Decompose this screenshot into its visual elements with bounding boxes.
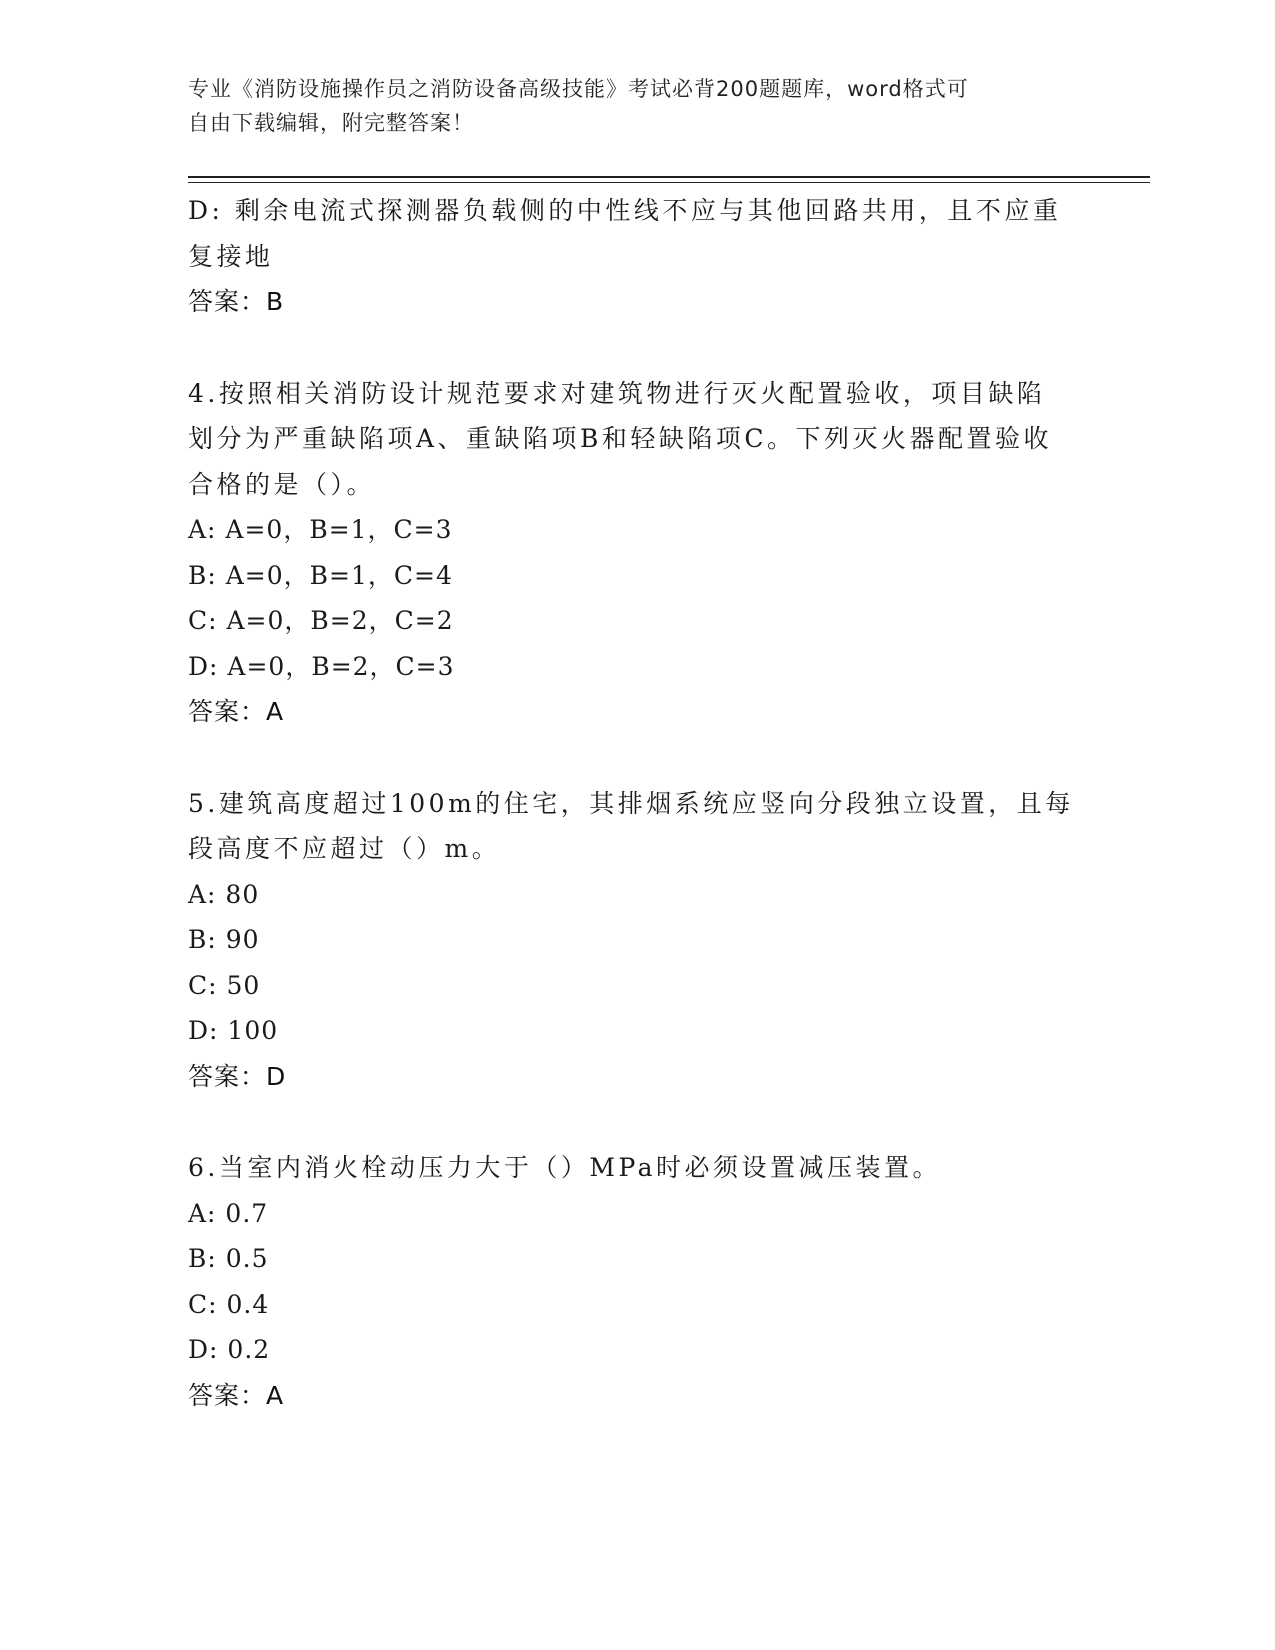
option-c: C: A=0，B=2，C=2 — [188, 606, 454, 635]
question-content — [188, 188, 1078, 1418]
option-a: A: 80 — [188, 879, 260, 909]
question-6 — [188, 1145, 1078, 1418]
header-title-line-2: 自由下载编辑，附完整答案！ — [188, 111, 474, 135]
question-stem-line: 6.当室内消火栓动压力大于（）MPa时必须设置减压装置。 — [188, 1153, 942, 1182]
question-stem-line: 4.按照相关消防设计规范要求对建筑物进行灭火配置验收，项目缺陷 — [188, 378, 1046, 408]
spacer — [188, 735, 1078, 781]
option-d-line-1: D: 剩余电流式探测器负载侧的中性线不应与其他回路共用，且不应重 — [188, 196, 1062, 225]
answer-line: 答案：D — [188, 1061, 287, 1091]
option-a: A: 0.7 — [188, 1198, 269, 1228]
option-d: D: 100 — [188, 1016, 279, 1045]
option-b: B: A=0，B=1，C=4 — [188, 560, 453, 590]
option-d: D: A=0，B=2，C=3 — [188, 651, 455, 681]
option-d: D: 0.2 — [188, 1335, 271, 1364]
question-5 — [188, 781, 1078, 1100]
question-4 — [188, 371, 1078, 735]
option-b: B: 90 — [188, 925, 260, 954]
header-title-line-1: 专业《消防设施操作员之消防设备高级技能》考试必背200题题库，word格式可 — [188, 77, 969, 101]
answer-line: 答案：A — [188, 697, 285, 726]
answer-line: 答案：A — [188, 1380, 285, 1410]
spacer — [188, 1099, 1078, 1145]
option-d-line-2: 复接地 — [188, 241, 274, 271]
question-stem-line: 5.建筑高度超过100m的住宅，其排烟系统应竖向分段独立设置，且每 — [188, 788, 1074, 818]
spacer — [188, 325, 1078, 371]
option-a: A: A=0，B=1，C=3 — [188, 515, 453, 544]
question-stem-line: 段高度不应超过（）m。 — [188, 834, 501, 863]
question-3-continuation — [188, 188, 1078, 325]
option-c: C: 0.4 — [188, 1289, 270, 1319]
option-c: C: 50 — [188, 970, 261, 1000]
question-stem-line: 合格的是（）。 — [188, 469, 376, 499]
answer-line: 答案：B — [188, 287, 285, 316]
header-divider-thick — [188, 176, 1150, 178]
header-divider-thin — [188, 182, 1150, 183]
option-b: B: 0.5 — [188, 1244, 269, 1273]
question-stem-line: 划分为严重缺陷项A、重缺陷项B和轻缺陷项C。下列灭火器配置验收 — [188, 424, 1053, 453]
document-header — [188, 72, 1068, 140]
